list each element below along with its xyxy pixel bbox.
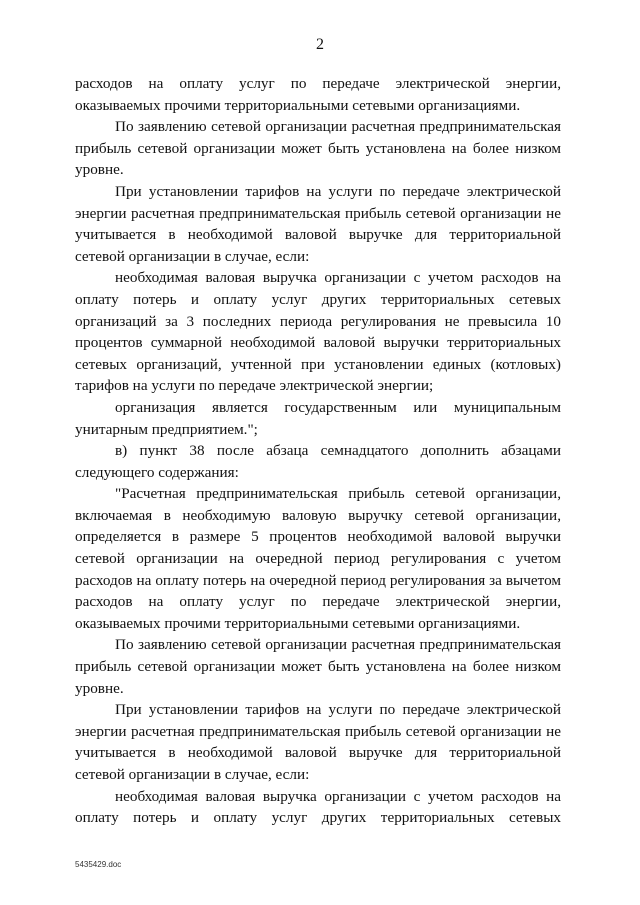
file-name-footer: 5435429.doc xyxy=(75,860,122,869)
paragraph: По заявлению сетевой организации расчетная предпринимательская прибыль сетевой организации может быть установлена на более низком уровне. xyxy=(75,118,561,179)
paragraph: необходимая валовая выручка организации с учетом расходов на оплату потерь и оплату услуг других территориальных сетевых организаций за 3 последних периода регулирования не превысила 10 процентов суммарной необходимой валовой выручки территориальных сетевых организаций, учтенной при установлении единых (котловых) тарифов на услуги по передаче электрической энергии; xyxy=(75,269,561,395)
paragraph: необходимая валовая выручка организации с учетом расходов на оплату потерь и оплату услуг других территориальных сетевых xyxy=(75,787,561,827)
paragraph: "Расчетная предпринимательская прибыль сетевой организации, включаемая в необходимую валовую выручку сетевой организации, определяется в размере 5 процентов необходимой валовой выручки сетевой организации на очередной период регулирования с учетом расходов на оплату потерь на очередной период регулирования за вычетом расходов на оплату услуг по передаче электрической энергии, оказываемых прочими территориальными сетевыми организациями. xyxy=(75,485,561,632)
paragraph: организация является государственным или муниципальным унитарным предприятием."; xyxy=(75,398,561,438)
paragraph: При установлении тарифов на услуги по передаче электрической энергии расчетная предпринимательская прибыль сетевой организации не учитывается в необходимой валовой выручке для территориальной сетевой организации в случае, если: xyxy=(75,701,561,783)
page-number: 2 xyxy=(316,36,324,53)
paragraph: При установлении тарифов на услуги по передаче электрической энергии расчетная предпринимательская прибыль сетевой организации не учитывается в необходимой валовой выручке для территориальной сетевой организации в случае, если: xyxy=(75,182,561,265)
paragraph: расходов на оплату услуг по передаче электрической энергии, оказываемых прочими территориальными сетевыми организациями. xyxy=(75,75,561,114)
paragraph: в) пункт 38 после абзаца семнадцатого дополнить абзацами следующего содержания: xyxy=(75,442,561,481)
document-body xyxy=(75,73,561,829)
paragraph: По заявлению сетевой организации расчетная предпринимательская прибыль сетевой организации может быть установлена на более низком уровне. xyxy=(75,636,561,697)
